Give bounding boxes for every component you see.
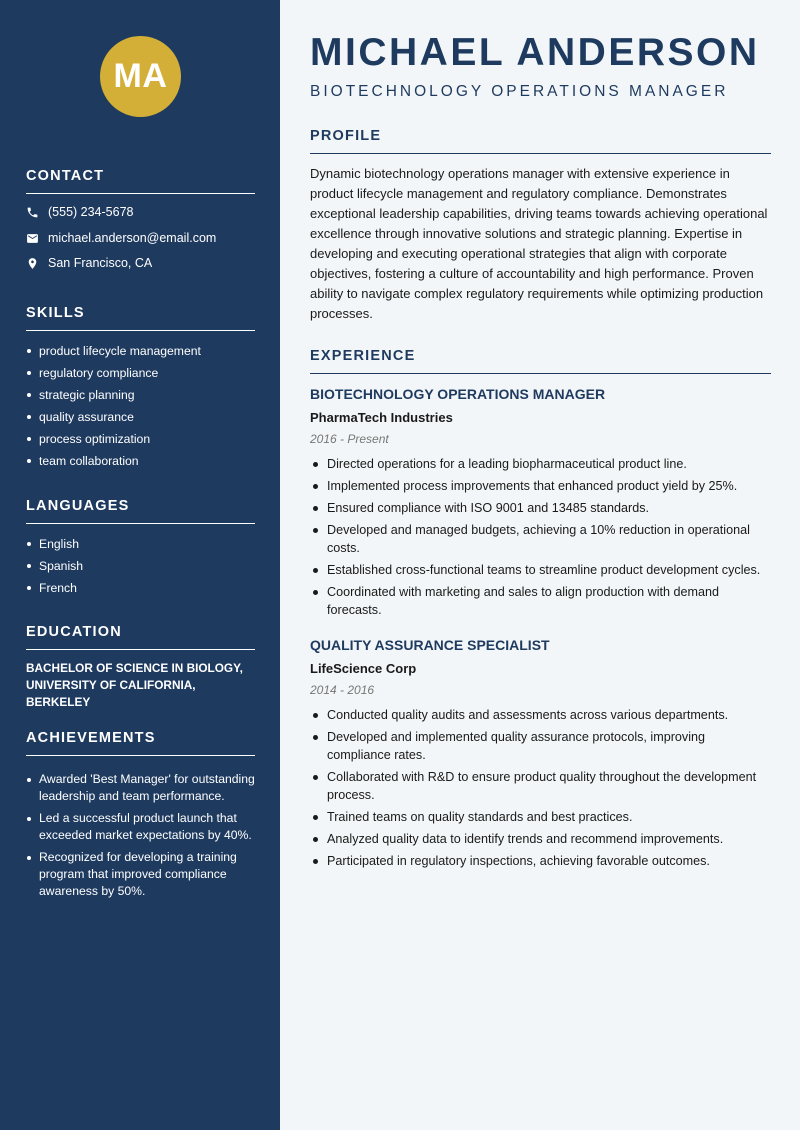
education-heading: EDUCATION (26, 624, 255, 650)
job-entry (310, 637, 771, 874)
contact-heading: CONTACT (26, 168, 255, 194)
education-section (26, 624, 255, 711)
language-item: Spanish (26, 558, 255, 574)
phone-text: (555) 234-5678 (48, 205, 134, 219)
job-bullet: Implemented process improvements that enhanced product yield by 25%. (310, 477, 771, 495)
education-school: UNIVERSITY OF CALIFORNIA, BERKELEY (26, 678, 196, 709)
skill-item: team collaboration (26, 453, 255, 469)
contact-phone (26, 205, 133, 219)
skills-list (26, 343, 255, 469)
skill-item: process optimization (26, 431, 255, 447)
email-text: michael.anderson@email.com (48, 231, 217, 245)
job-bullet: Collaborated with R&D to ensure product quality throughout the development process. (310, 768, 771, 804)
job-title: BIOTECHNOLOGY OPERATIONS MANAGER (310, 386, 606, 402)
achievement-item: Led a successful product launch that exceeded market expectations by 40%. (26, 810, 255, 844)
phone-icon (26, 206, 39, 219)
skills-heading: SKILLS (26, 305, 255, 331)
languages-heading: LANGUAGES (26, 498, 255, 524)
job-bullet: Developed and managed budgets, achieving a 10% reduction in operational costs. (310, 521, 771, 557)
job-bullet: Coordinated with marketing and sales to align production with demand forecasts. (310, 583, 771, 619)
skill-item: product lifecycle management (26, 343, 255, 359)
job-dates: 2016 - Present (310, 432, 389, 446)
profile-heading: PROFILE (310, 128, 771, 154)
location-text: San Francisco, CA (48, 256, 153, 270)
job-bullet: Directed operations for a leading biopharmaceutical product line. (310, 455, 771, 473)
contact-email (26, 231, 216, 245)
job-title: QUALITY ASSURANCE SPECIALIST (310, 637, 550, 653)
contact-section (26, 168, 255, 194)
skills-section (26, 305, 255, 475)
job-bullet: Ensured compliance with ISO 9001 and 13485 standards. (310, 499, 771, 517)
job-bullet: Developed and implemented quality assurance protocols, improving compliance rates. (310, 728, 771, 764)
candidate-title: BIOTECHNOLOGY OPERATIONS MANAGER (310, 83, 729, 100)
candidate-name: MICHAEL ANDERSON (310, 31, 760, 74)
sidebar (0, 0, 280, 1130)
job-bullet: Conducted quality audits and assessments across various departments. (310, 706, 771, 724)
job-entry (310, 386, 771, 623)
education-entry (26, 660, 255, 711)
experience-heading: EXPERIENCE (310, 348, 771, 374)
company-name: LifeScience Corp (310, 661, 417, 676)
location-pin-icon (26, 257, 39, 270)
contact-location (26, 256, 152, 270)
achievement-item: Awarded 'Best Manager' for outstanding leadership and team performance. (26, 771, 255, 805)
achievement-item: Recognized for developing a training program that improved compliance awareness by 50%. (26, 849, 255, 900)
skill-item: quality assurance (26, 409, 255, 425)
education-degree: BACHELOR OF SCIENCE IN BIOLOGY, (26, 661, 243, 675)
email-icon (26, 232, 39, 245)
job-bullets (310, 706, 771, 870)
skill-item: regulatory compliance (26, 365, 255, 381)
skill-item: strategic planning (26, 387, 255, 403)
job-bullet: Established cross-functional teams to streamline product development cycles. (310, 561, 771, 579)
job-dates: 2014 - 2016 (310, 683, 375, 697)
profile-text: Dynamic biotechnology operations manager with extensive experience in product lifecycle management and regulatory compliance. Demonstrates exceptional leadership capabilities, driving teams towards achieving operational excellence through innovative solutions and strategic planning. Expertise in developing and executing operational strategies that align with corporate objectives, fostering a culture of accountability and high performance. Proven ability to navigate complex regulatory requirements while optimizing production processes. (310, 166, 768, 321)
achievements-section (26, 730, 255, 905)
company-name: PharmaTech Industries (310, 410, 453, 425)
job-bullet: Analyzed quality data to identify trends and recommend improvements. (310, 830, 771, 848)
language-item: French (26, 580, 255, 596)
languages-list (26, 536, 255, 596)
avatar (100, 36, 181, 117)
avatar-initials: MA (113, 57, 168, 95)
achievements-list (26, 771, 255, 900)
job-bullet: Trained teams on quality standards and best practices. (310, 808, 771, 826)
job-bullet: Participated in regulatory inspections, achieving favorable outcomes. (310, 852, 771, 870)
languages-section (26, 498, 255, 602)
achievements-heading: ACHIEVEMENTS (26, 730, 255, 756)
job-bullets (310, 455, 771, 619)
language-item: English (26, 536, 255, 552)
